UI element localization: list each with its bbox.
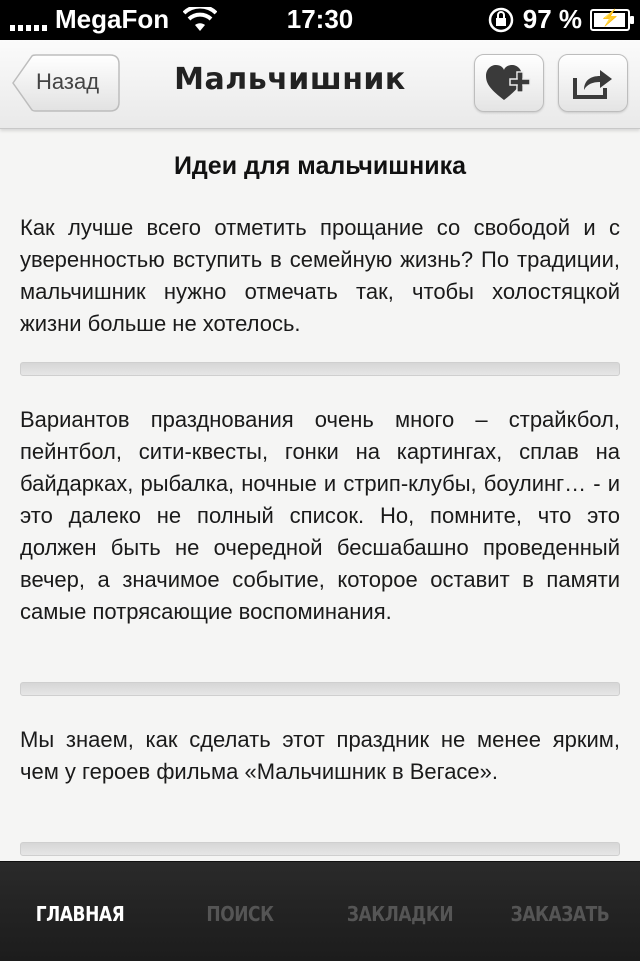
navigation-bar [0,40,640,129]
back-button[interactable] [12,54,120,112]
article-paragraph: Мы знаем, как сделать этот праздник не менее ярким, чем у героев фильма «Мальчишник в Вегасе». [20,727,620,784]
tab-search[interactable]: ПОИСК [206,902,274,926]
page-title: Мальчишник [174,62,406,97]
clock: 17:30 [286,4,354,34]
article-content [20,128,620,784]
divider [20,682,620,696]
battery-icon: ⚡ [590,9,630,31]
carrier-name: MegaFon [55,4,170,34]
article-heading: Идеи для мальчишника [173,152,467,180]
divider [20,842,620,856]
status-bar [0,0,640,40]
back-button-label: Назад [36,69,100,94]
tab-bookmarks[interactable]: ЗАКЛАДКИ [346,902,454,926]
add-to-favorites-button[interactable] [474,54,544,112]
tab-order[interactable]: ЗАКАЗАТЬ [510,902,610,926]
tab-bar [0,861,640,961]
tab-home[interactable]: ГЛАВНАЯ [35,902,125,926]
divider [20,362,620,376]
battery-percent: 97 % [522,4,582,34]
heart-plus-icon [485,64,533,102]
share-button[interactable] [558,54,628,112]
status-right [487,4,630,35]
article-paragraph: Вариантов празднования очень много – страйкбол, пейнтбол, сити-квесты, гонки на картингах, сплав на байдарках, рыбалка, ночные и стрип-клубы, боулинг… - и это далеко не полный список. Но, помните, что это должен быть не очередной бесшабашно проведенный вечер, а значимое событие, которое оставит в памяти самые потрясающие воспоминания. [20,407,620,624]
share-icon [572,66,614,100]
article-paragraph: Как лучше всего отметить прощание со свободой и с уверенностью вступить в семейную жизнь? По традиции, мальчишник нужно отмечать так, чтобы холостяцкой жизни больше не хотелось. [20,215,620,336]
rotation-lock-icon [487,6,515,34]
